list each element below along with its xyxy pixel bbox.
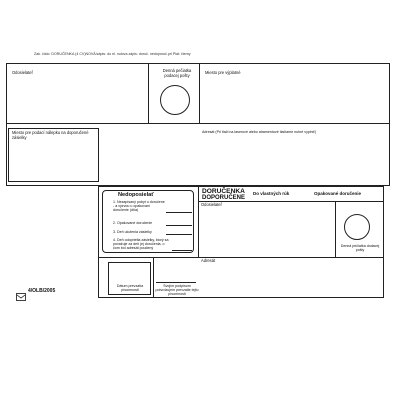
header-note: Zak. číslo: DORUČENKA (4 CV)NOVÁ/zápis: do el. nulova zápis: doruč. nedoporuč.pri Plat: čierny bbox=[34, 52, 191, 56]
card-divider bbox=[335, 201, 336, 257]
sender-label: Odosielateľ bbox=[12, 70, 33, 75]
addressee-label: Adresát (Pri tlači na laserové alebo atramentové tlačiarne nutné vyplniť) bbox=[202, 130, 317, 134]
signature-label: Svojím podpisom potvrdzujem prevzatie tejto písomnosti bbox=[155, 284, 199, 297]
sticker-label: Miesto pre podací nálepku na doporučené zásielky bbox=[12, 130, 89, 140]
post-logo-icon bbox=[16, 288, 26, 296]
reason-2-field[interactable] bbox=[166, 225, 192, 226]
date-label: Dátum prevzatia písomnosti bbox=[116, 284, 144, 293]
place-label: Miesto pre výplatné bbox=[205, 70, 241, 75]
reason-4-field[interactable] bbox=[172, 250, 192, 251]
divider bbox=[6, 123, 390, 124]
card-divider bbox=[198, 186, 199, 257]
card-title-line1: DORUČENKA bbox=[202, 188, 245, 195]
undeliverable-title: Nedoposielať bbox=[118, 192, 154, 198]
card-divider bbox=[98, 257, 384, 258]
reason-1: 1. Nezapísaný pobyt u doručene - a výzvou u opakovaní doručenie (dňa) bbox=[113, 200, 165, 213]
reason-2: 2. Opakované doručenie bbox=[113, 221, 153, 225]
card-sender-label: Odosielateľ bbox=[201, 202, 222, 207]
own-hands: Do vlastných rúk bbox=[253, 191, 290, 196]
card-title-line2: DOPORUČENE bbox=[202, 195, 246, 201]
divider bbox=[148, 63, 149, 123]
postmark-label: Denná pečiatka podacej pošty bbox=[162, 68, 192, 78]
reason-4: 4. Deň odoprietla zásielky, ktorý sa považuje za deň jej doručenia, o čom bol adresát poučený bbox=[113, 238, 169, 251]
reason-1-field[interactable] bbox=[166, 212, 192, 213]
card-postmark-circle bbox=[344, 214, 370, 240]
footer-code: 4/OLB/2005 bbox=[28, 288, 56, 294]
card-postmark-label: Denná pečiatka dodacej pošty bbox=[340, 244, 380, 253]
divider bbox=[199, 63, 200, 123]
reason-3: 3. Deň uloženia zásielky bbox=[113, 230, 152, 234]
repeat-delivery: Opakované doručenie bbox=[314, 191, 362, 196]
card-addressee-label: Adresát bbox=[201, 258, 216, 263]
postmark-circle bbox=[160, 85, 190, 115]
reason-3-field[interactable] bbox=[166, 234, 192, 235]
signature-line[interactable] bbox=[156, 282, 196, 283]
